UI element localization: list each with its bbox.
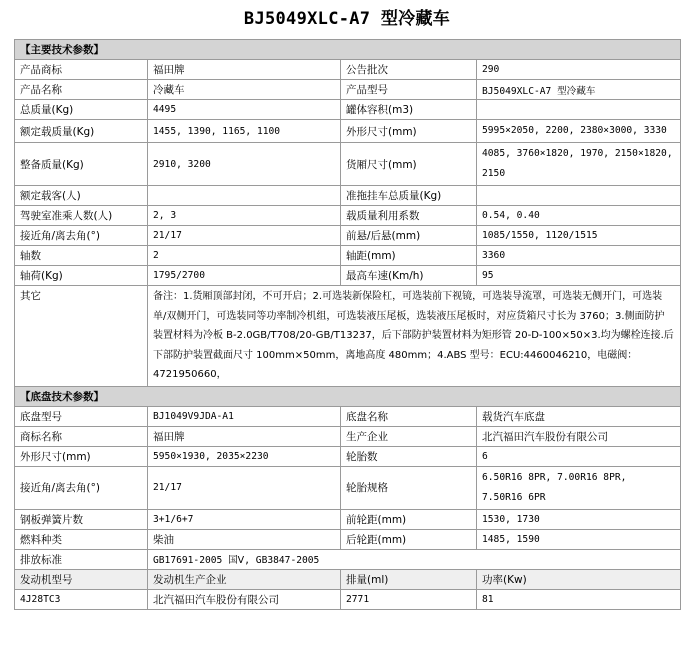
value-model: BJ5049XLC-A7 型冷藏车 (477, 80, 681, 100)
label-tire-count: 轮胎数 (341, 446, 477, 466)
table-row (15, 143, 681, 186)
header-engine-model: 发动机型号 (15, 569, 148, 589)
table-row (15, 60, 681, 80)
table-row (15, 246, 681, 266)
table-row (15, 80, 681, 100)
table-row (15, 426, 681, 446)
table-row (15, 509, 681, 529)
label-dimensions: 外形尺寸(mm) (341, 120, 477, 143)
label-max-speed: 最高车速(Km/h) (341, 266, 477, 286)
label-fuel-type: 燃料种类 (15, 529, 148, 549)
label-rated-load: 额定载质量(Kg) (15, 120, 148, 143)
value-tank-volume (477, 100, 681, 120)
value-rear-track: 1485, 1590 (477, 529, 681, 549)
label-model: 产品型号 (341, 80, 477, 100)
table-row (15, 406, 681, 426)
value-axle-load: 1795/2700 (148, 266, 341, 286)
label-front-track: 前轮距(mm) (341, 509, 477, 529)
table-row (15, 549, 681, 569)
table-row (15, 266, 681, 286)
table-row (15, 100, 681, 120)
value-other-notes: 备注：1.货厢顶部封闭，不可开启；2.可选装新保险杠，可选装前下视镜，可选装导流罩，可选装无侧开门，可选装单/双侧开门，可选装同等功率制冷机组，可选装液压尾板，选装液压尾板时，对应货箱尺寸长为 3760；3.侧面防护装置材料为冷板 B-2.0GB/T708/20-GB/T13237，后下部防护装置材料为矩形管 20-D-100×50×3.均为螺栓连接.后下部防护装置截面尺寸 100mm×50mm，离地高度 480mm；4.ABS 型号：ECU:4460046210，电磁阀：4721950660， (148, 286, 681, 387)
value-load-coefficient: 0.54, 0.40 (477, 206, 681, 226)
value-brand: 福田牌 (148, 60, 341, 80)
section-header-chassis (15, 386, 681, 406)
value-engine-model: 4J28TC3 (15, 589, 148, 609)
value-trailer-mass (477, 186, 681, 206)
value-max-speed: 95 (477, 266, 681, 286)
value-trademark: 福田牌 (148, 426, 341, 446)
table-row (15, 446, 681, 466)
label-trailer-mass: 准拖挂车总质量(Kg) (341, 186, 477, 206)
value-chassis-dimensions: 5950×1930, 2035×2230 (148, 446, 341, 466)
table-row (15, 286, 681, 387)
value-fuel-type: 柴油 (148, 529, 341, 549)
label-curb-mass: 整备质量(Kg) (15, 143, 148, 186)
label-leaf-springs: 钢板弹簧片数 (15, 509, 148, 529)
label-cargo-box-size: 货厢尺寸(mm) (341, 143, 477, 186)
label-axle-count: 轴数 (15, 246, 148, 266)
value-engine-manufacturer: 北汽福田汽车股份有限公司 (148, 589, 341, 609)
value-batch: 290 (477, 60, 681, 80)
label-total-mass: 总质量(Kg) (15, 100, 148, 120)
table-row (15, 226, 681, 246)
label-chassis-name: 底盘名称 (341, 406, 477, 426)
label-trademark: 商标名称 (15, 426, 148, 446)
label-other: 其它 (15, 286, 148, 387)
value-manufacturer: 北汽福田汽车股份有限公司 (477, 426, 681, 446)
value-wheelbase: 3360 (477, 246, 681, 266)
table-row (15, 529, 681, 549)
spec-table (14, 39, 681, 610)
label-approach-angle: 接近角/离去角(°) (15, 226, 148, 246)
value-leaf-springs: 3+1/6+7 (148, 509, 341, 529)
value-tire-count: 6 (477, 446, 681, 466)
value-curb-mass: 2910, 3200 (148, 143, 341, 186)
label-rear-track: 后轮距(mm) (341, 529, 477, 549)
table-row (15, 466, 681, 509)
value-tire-spec: 6.50R16 8PR, 7.00R16 8PR, 7.50R16 6PR (477, 466, 681, 509)
engine-header-row (15, 569, 681, 589)
label-cab-seats: 驾驶室准乘人数(人) (15, 206, 148, 226)
value-axle-count: 2 (148, 246, 341, 266)
section-title-main: 【主要技术参数】 (15, 40, 681, 60)
header-displacement: 排量(ml) (341, 569, 477, 589)
label-tire-spec: 轮胎规格 (341, 466, 477, 509)
label-manufacturer: 生产企业 (341, 426, 477, 446)
value-cab-seats: 2, 3 (148, 206, 341, 226)
value-dimensions: 5995×2050, 2200, 2380×3000, 3330 (477, 120, 681, 143)
page-title: BJ5049XLC-A7 型冷藏车 (243, 9, 451, 29)
label-chassis-approach-angle: 接近角/离去角(°) (15, 466, 148, 509)
value-emission-standard: GB17691-2005 国Ⅴ, GB3847-2005 (148, 549, 681, 569)
header-power: 功率(Kw) (477, 569, 681, 589)
value-chassis-name: 载货汽车底盘 (477, 406, 681, 426)
label-overhang: 前悬/后悬(mm) (341, 226, 477, 246)
value-chassis-model: BJ1049V9JDA-A1 (148, 406, 341, 426)
value-overhang: 1085/1550, 1120/1515 (477, 226, 681, 246)
label-load-coefficient: 载质量利用系数 (341, 206, 477, 226)
label-wheelbase: 轴距(mm) (341, 246, 477, 266)
label-product-name: 产品名称 (15, 80, 148, 100)
section-header-main (15, 40, 681, 60)
value-power: 81 (477, 589, 681, 609)
value-chassis-approach-angle: 21/17 (148, 466, 341, 509)
label-axle-load: 轴荷(Kg) (15, 266, 148, 286)
table-row (15, 206, 681, 226)
value-front-track: 1530, 1730 (477, 509, 681, 529)
value-rated-load: 1455, 1390, 1165, 1100 (148, 120, 341, 143)
label-emission-standard: 排放标准 (15, 549, 148, 569)
label-batch: 公告批次 (341, 60, 477, 80)
value-cargo-box-size: 4085, 3760×1820, 1970, 2150×1820, 2150 (477, 143, 681, 186)
value-total-mass: 4495 (148, 100, 341, 120)
header-engine-manufacturer: 发动机生产企业 (148, 569, 341, 589)
label-rated-passengers: 额定载客(人) (15, 186, 148, 206)
table-row (15, 186, 681, 206)
label-tank-volume: 罐体容积(m3) (341, 100, 477, 120)
label-chassis-dimensions: 外形尺寸(mm) (15, 446, 148, 466)
engine-value-row (15, 589, 681, 609)
label-brand: 产品商标 (15, 60, 148, 80)
value-approach-angle: 21/17 (148, 226, 341, 246)
section-title-chassis: 【底盘技术参数】 (15, 386, 681, 406)
value-displacement: 2771 (341, 589, 477, 609)
value-product-name: 冷藏车 (148, 80, 341, 100)
value-rated-passengers (148, 186, 341, 206)
table-row (15, 120, 681, 143)
label-chassis-model: 底盘型号 (15, 406, 148, 426)
